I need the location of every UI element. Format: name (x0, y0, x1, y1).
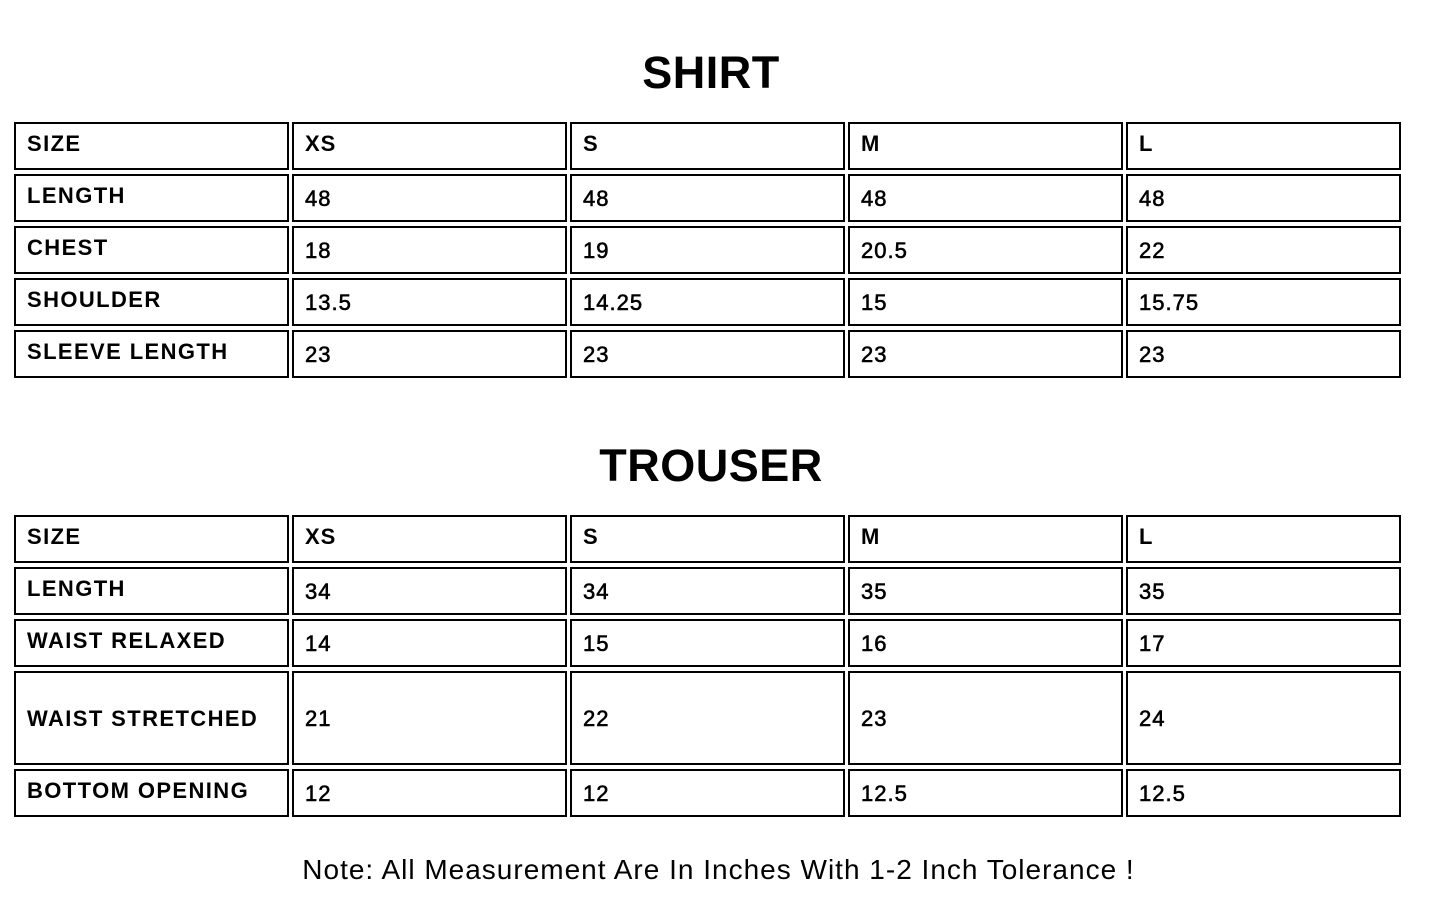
table-cell: 22 (1126, 226, 1401, 274)
tolerance-note: Note: All Measurement Are In Inches With 1-2 Inch Tolerance ! (302, 854, 1135, 885)
table-cell: XS (292, 122, 567, 170)
table-cell: S (570, 122, 845, 170)
table-cell: 23 (848, 671, 1123, 765)
table-cell: 24 (1126, 671, 1401, 765)
table-cell: 34 (292, 567, 567, 615)
row-label: SIZE (14, 122, 289, 170)
table-cell: 48 (570, 174, 845, 222)
row-label: SIZE (14, 515, 289, 563)
trouser-size-table (11, 511, 1404, 821)
table-row (14, 619, 1401, 667)
row-label: SHOULDER (14, 278, 289, 326)
table-cell: 14 (292, 619, 567, 667)
table-cell: 34 (570, 567, 845, 615)
row-label: LENGTH (14, 567, 289, 615)
table-cell: XS (292, 515, 567, 563)
table-cell: 48 (1126, 174, 1401, 222)
table-cell: 20.5 (848, 226, 1123, 274)
table-cell: M (848, 515, 1123, 563)
table-cell: 12.5 (848, 769, 1123, 817)
table-row (14, 278, 1401, 326)
table-cell: 23 (848, 330, 1123, 378)
table-row (14, 226, 1401, 274)
row-label: SLEEVE LENGTH (14, 330, 289, 378)
shirt-title: SHIRT (642, 47, 780, 98)
table-cell: 15 (848, 278, 1123, 326)
table-cell: 17 (1126, 619, 1401, 667)
table-cell: 19 (570, 226, 845, 274)
table-cell: 18 (292, 226, 567, 274)
table-cell: 23 (1126, 330, 1401, 378)
table-cell: 14.25 (570, 278, 845, 326)
table-cell: M (848, 122, 1123, 170)
table-cell: 15.75 (1126, 278, 1401, 326)
table-cell: 35 (1126, 567, 1401, 615)
table-cell: L (1126, 122, 1401, 170)
table-cell: 22 (570, 671, 845, 765)
table-row (14, 122, 1401, 170)
shirt-size-table (11, 118, 1404, 382)
table-cell: L (1126, 515, 1401, 563)
table-row (14, 567, 1401, 615)
row-label: BOTTOM OPENING (14, 769, 289, 817)
table-cell: 35 (848, 567, 1123, 615)
table-row (14, 515, 1401, 563)
table-cell: 12 (570, 769, 845, 817)
table-row (14, 174, 1401, 222)
table-row (14, 769, 1401, 817)
table-cell: 48 (848, 174, 1123, 222)
trouser-title: TROUSER (599, 440, 823, 491)
table-row (14, 671, 1401, 765)
table-cell: 12 (292, 769, 567, 817)
table-cell: 23 (570, 330, 845, 378)
table-cell: 16 (848, 619, 1123, 667)
row-label: WAIST RELAXED (14, 619, 289, 667)
row-label: CHEST (14, 226, 289, 274)
table-cell: 21 (292, 671, 567, 765)
table-cell: 23 (292, 330, 567, 378)
table-cell: 13.5 (292, 278, 567, 326)
table-cell: 15 (570, 619, 845, 667)
table-row (14, 330, 1401, 378)
row-label: LENGTH (14, 174, 289, 222)
table-cell: 48 (292, 174, 567, 222)
table-cell: 12.5 (1126, 769, 1401, 817)
row-label: WAIST STRETCHED (14, 671, 289, 765)
table-cell: S (570, 515, 845, 563)
